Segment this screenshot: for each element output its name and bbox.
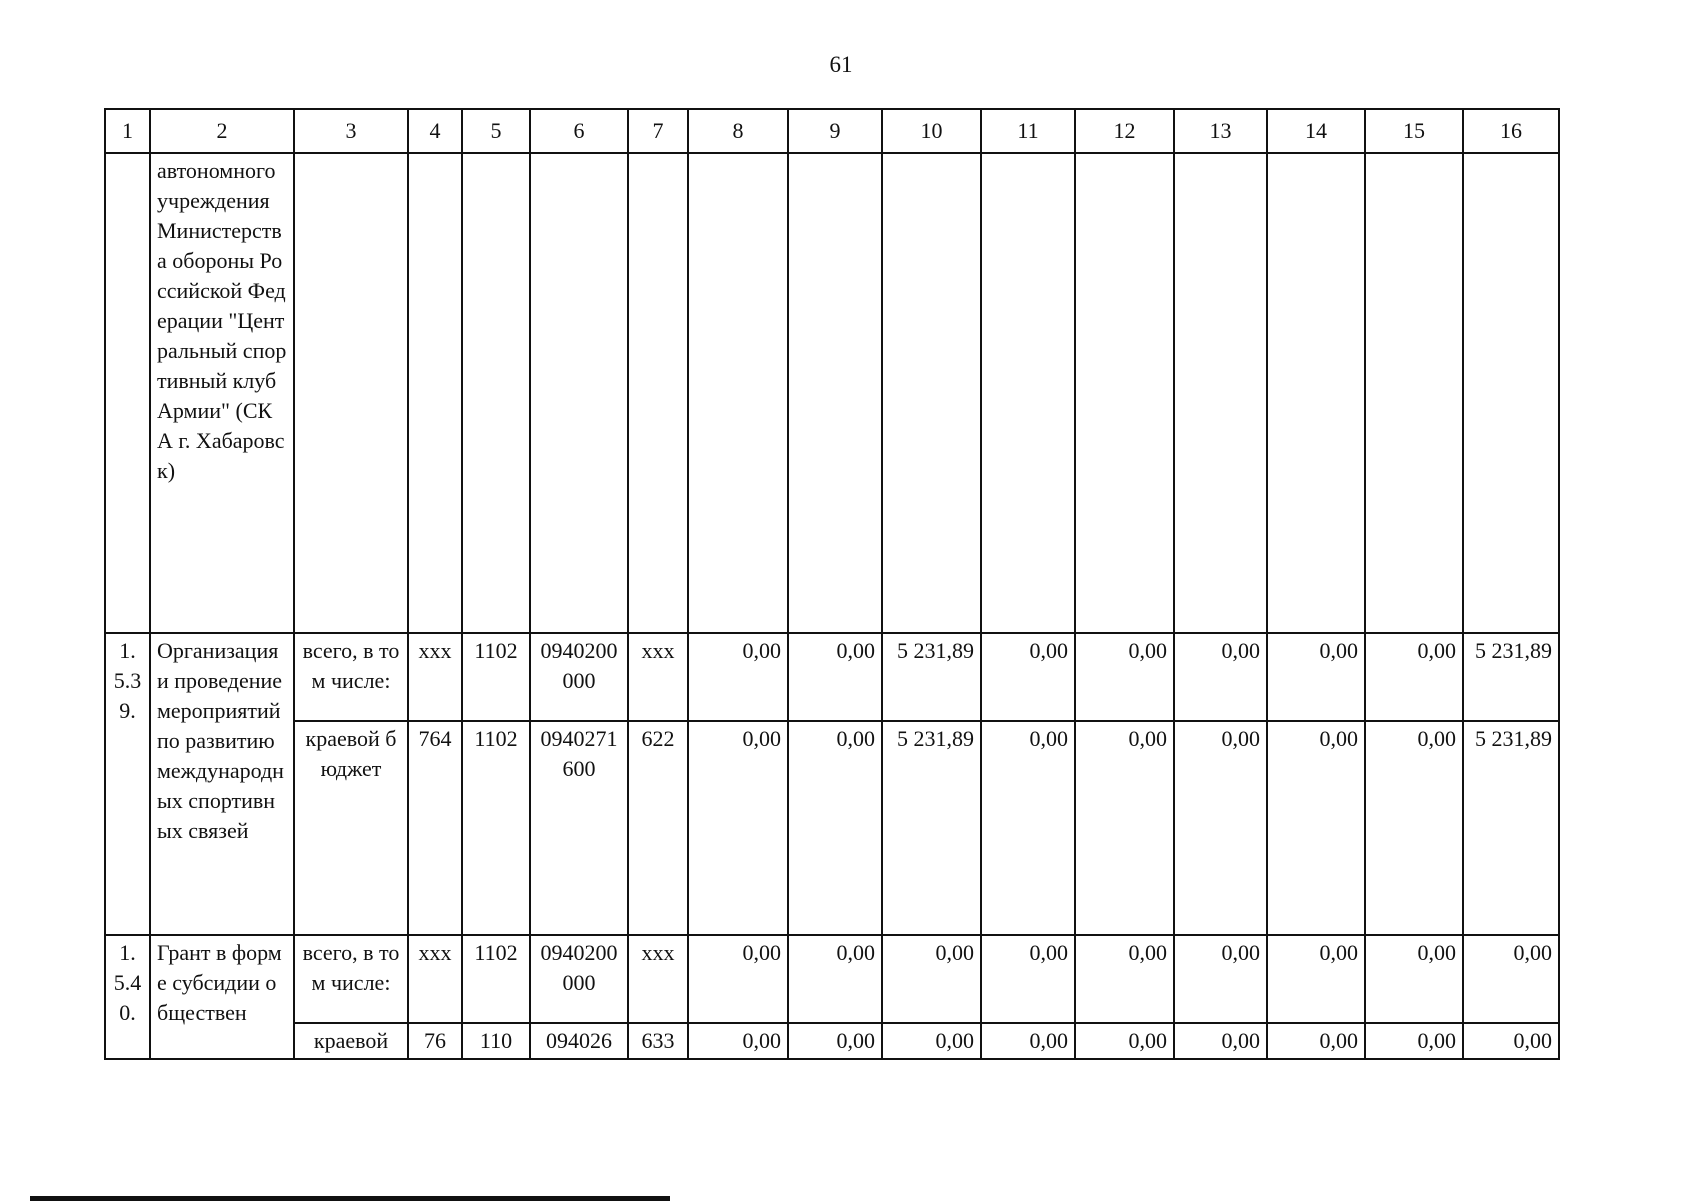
value-cell: 0,00 xyxy=(1174,721,1267,935)
value-cell: 0,00 xyxy=(688,935,788,1023)
value-cell: 0,00 xyxy=(688,721,788,935)
funding-source: всего, в том числе: xyxy=(294,935,408,1023)
value-cell: 0,00 xyxy=(1365,935,1463,1023)
column-header: 8 xyxy=(688,109,788,153)
value-cell: 5 231,89 xyxy=(882,633,981,721)
value-cell: 0,00 xyxy=(1174,633,1267,721)
column-header: 3 xyxy=(294,109,408,153)
value-cell: 0,00 xyxy=(1365,1023,1463,1059)
column-header: 10 xyxy=(882,109,981,153)
value-cell: 0,00 xyxy=(1075,721,1174,935)
code-csr: 094026 xyxy=(530,1023,628,1059)
code-rz: 1102 xyxy=(462,721,530,935)
code-csr: 0940200000 xyxy=(530,633,628,721)
table-row xyxy=(105,935,1559,1023)
page-number: 61 xyxy=(829,52,853,77)
code-vr: ххх xyxy=(628,935,688,1023)
column-header: 12 xyxy=(1075,109,1174,153)
column-header: 6 xyxy=(530,109,628,153)
value-cell: 0,00 xyxy=(1365,633,1463,721)
column-header: 7 xyxy=(628,109,688,153)
value-cell: 0,00 xyxy=(1174,935,1267,1023)
column-header: 5 xyxy=(462,109,530,153)
value-cell: 0,00 xyxy=(1365,721,1463,935)
value-cell: 0,00 xyxy=(981,721,1075,935)
code-gr: 764 xyxy=(408,721,462,935)
value-cell: 0,00 xyxy=(981,633,1075,721)
value-cell: 0,00 xyxy=(1075,935,1174,1023)
value-cell: 0,00 xyxy=(1075,633,1174,721)
item-name: Грант в форме субсидии обществен xyxy=(150,935,294,1059)
value-cell: 5 231,89 xyxy=(1463,721,1559,935)
code-vr: 633 xyxy=(628,1023,688,1059)
column-header: 4 xyxy=(408,109,462,153)
continuation-name: автономного учреждения Министерства обороны Российской Федерации "Центральный спортивный клуб Армии" (СКА г. Хабаровск) xyxy=(150,153,294,633)
code-gr: ххх xyxy=(408,935,462,1023)
column-header: 15 xyxy=(1365,109,1463,153)
code-vr: ххх xyxy=(628,633,688,721)
column-header: 14 xyxy=(1267,109,1365,153)
code-gr: ххх xyxy=(408,633,462,721)
value-cell: 0,00 xyxy=(1267,1023,1365,1059)
value-cell: 0,00 xyxy=(1267,721,1365,935)
table-row xyxy=(105,633,1559,721)
value-cell: 0,00 xyxy=(1267,633,1365,721)
column-header: 9 xyxy=(788,109,882,153)
value-cell: 5 231,89 xyxy=(1463,633,1559,721)
column-header: 13 xyxy=(1174,109,1267,153)
budget-table xyxy=(104,108,1560,1060)
value-cell: 0,00 xyxy=(1075,1023,1174,1059)
value-cell: 0,00 xyxy=(788,633,882,721)
value-cell: 0,00 xyxy=(1463,935,1559,1023)
column-header: 2 xyxy=(150,109,294,153)
value-cell: 0,00 xyxy=(882,1023,981,1059)
value-cell: 0,00 xyxy=(1463,1023,1559,1059)
code-gr: 76 xyxy=(408,1023,462,1059)
column-number-row xyxy=(105,109,1559,153)
value-cell: 0,00 xyxy=(981,1023,1075,1059)
value-cell: 0,00 xyxy=(981,935,1075,1023)
code-rz: 1102 xyxy=(462,935,530,1023)
value-cell: 0,00 xyxy=(788,935,882,1023)
funding-source: краевой бюджет xyxy=(294,721,408,935)
column-header: 16 xyxy=(1463,109,1559,153)
value-cell: 5 231,89 xyxy=(882,721,981,935)
value-cell: 0,00 xyxy=(688,1023,788,1059)
code-csr: 0940271600 xyxy=(530,721,628,935)
value-cell: 0,00 xyxy=(1267,935,1365,1023)
column-header: 1 xyxy=(105,109,150,153)
code-csr: 0940200000 xyxy=(530,935,628,1023)
item-number: 1.5.39. xyxy=(105,633,150,935)
value-cell: 0,00 xyxy=(1174,1023,1267,1059)
table-row xyxy=(105,721,1559,935)
footer-rule xyxy=(30,1196,670,1201)
item-number: 1.5.40. xyxy=(105,935,150,1059)
value-cell: 0,00 xyxy=(688,633,788,721)
funding-source: краевой xyxy=(294,1023,408,1059)
funding-source: всего, в том числе: xyxy=(294,633,408,721)
code-rz: 110 xyxy=(462,1023,530,1059)
value-cell: 0,00 xyxy=(788,721,882,935)
table-row xyxy=(105,1023,1559,1059)
value-cell: 0,00 xyxy=(882,935,981,1023)
code-vr: 622 xyxy=(628,721,688,935)
continuation-row xyxy=(105,153,1559,633)
code-rz: 1102 xyxy=(462,633,530,721)
value-cell: 0,00 xyxy=(788,1023,882,1059)
item-name: Организация и проведение мероприятий по развитию международных спортивных связей xyxy=(150,633,294,935)
column-header: 11 xyxy=(981,109,1075,153)
